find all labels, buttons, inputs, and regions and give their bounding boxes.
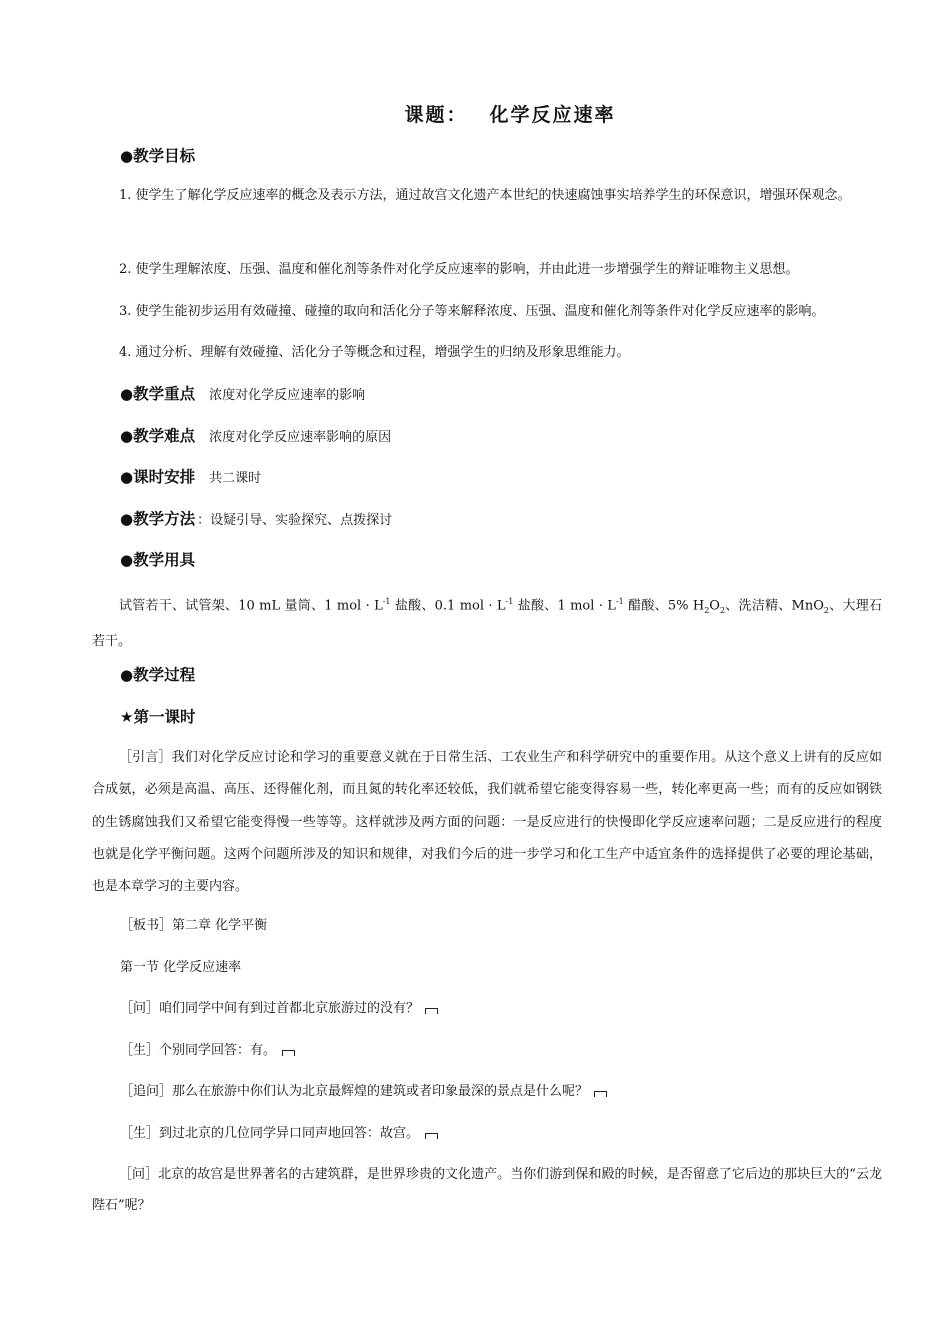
objective-3: 3. 使学生能初步运用有效碰撞、碰撞的取向和活化分子等来解释浓度、压强、温度和催化剂等条件对化学反应速率的影响。 (119, 304, 825, 319)
title-label: 课题： (404, 104, 468, 126)
heading-objectives: ●教学目标 (120, 147, 196, 165)
page-title (0, 100, 950, 127)
objective-1: 1. 使学生了解化学反应速率的概念及表示方法，通过故宫文化遗产本世纪的快速腐蚀事实培养学生的环保意识，增强环保观念。 (119, 188, 851, 203)
bullet-icon: ● (120, 551, 134, 569)
bullet-icon: ● (120, 427, 134, 445)
heading-key-point: ●教学重点 浓度对化学反应速率的影响 (120, 385, 366, 403)
bullet-icon: ● (120, 666, 134, 684)
heading-method: ●教学方法 ：设疑引导、实验探究、点拨探讨 (120, 510, 393, 528)
section-title: 第一节 化学反应速率 (120, 960, 242, 975)
difficulty-value: 浓度对化学反应速率影响的原因 (209, 430, 392, 445)
bullet-icon: ● (120, 147, 134, 165)
dialog-line: ［问］咱们同学中间有到过首都北京旅游过的没有？ (120, 999, 438, 1019)
bullet-icon: ● (120, 385, 134, 403)
method-value: ：设疑引导、实验探究、点拨探讨 (197, 513, 393, 528)
dialog-line: ［追问］那么在旅游中你们认为北京最辉煌的建筑或者印象最深的景点是什么呢？ (120, 1082, 607, 1102)
tools-list: 试管若干、试管架、10 mL 量筒、1 mol · $L^{-1}$ 盐酸、0.1 mol · $L^{-1}$ 盐酸、1 mol · $L^{-1}$ 醋酸、5% $H_2O_2$、洗洁精、MnO$_2$、大理石若干。 (92, 597, 882, 649)
return-mark-icon (282, 1050, 295, 1056)
bullet-icon: ● (120, 510, 134, 528)
return-mark-icon (594, 1091, 607, 1097)
board-line: ［板书］第二章 化学平衡 (120, 918, 268, 933)
schedule-value: 共二课时 (209, 471, 262, 486)
heading-tools: ●教学用具 (120, 551, 196, 569)
heading-difficulty: ●教学难点 浓度对化学反应速率影响的原因 (120, 427, 392, 445)
return-mark-icon (425, 1008, 438, 1014)
bullet-icon: ● (120, 468, 134, 486)
star-icon: ★ (120, 708, 134, 726)
heading-schedule: ●课时安排 共二课时 (120, 468, 262, 486)
dialog-line: ［生］个别同学回答：有。 (120, 1041, 295, 1061)
objective-2: 2. 使学生理解浓度、压强、温度和催化剂等条件对化学反应速率的影响，并由此进一步增强学生的辩证唯物主义思想。 (119, 262, 799, 277)
objective-4: 4. 通过分析、理解有效碰撞、活化分子等概念和过程，增强学生的归纳及形象思维能力。 (119, 345, 630, 360)
heading-first-lesson: ★第一课时 (120, 708, 196, 726)
heading-process: ●教学过程 (120, 666, 196, 684)
return-mark-icon (425, 1133, 438, 1139)
intro-paragraph: ［引言］我们对化学反应讨论和学习的重要意义就在于日常生活、工农业生产和科学研究中的重要作用。从这个意义上讲有的反应如合成氨，必须是高温、高压、还得催化剂，而且氮的转化率还较低，我们就希望它能变得容易一些，转化率更高一些；而有的反应如钢铁的生锈腐蚀我们又希望它能变得慢一些等等。这样就涉及两方面的问题：一是反应进行的快慢即化学反应速率问题；二是反应进行的程度也就是化学平衡问题。这两个问题所涉及的知识和规律，对我们今后的进一步学习和化工生产中适宜条件的选择提供了必要的理论基础，也是本章学习的主要内容。 (92, 750, 882, 895)
key-point-value: 浓度对化学反应速率的影响 (209, 388, 366, 403)
last-question: ［问］北京的故宫是世界著名的古建筑群，是世界珍贵的文化遗产。当你们游到保和殿的时候，是否留意了它后边的那块巨大的“云龙陛石”呢？ (92, 1167, 882, 1213)
dialog-line: ［生］到过北京的几位同学异口同声地回答：故宫。 (120, 1124, 438, 1144)
title-text: 化学反应速率 (489, 104, 616, 126)
